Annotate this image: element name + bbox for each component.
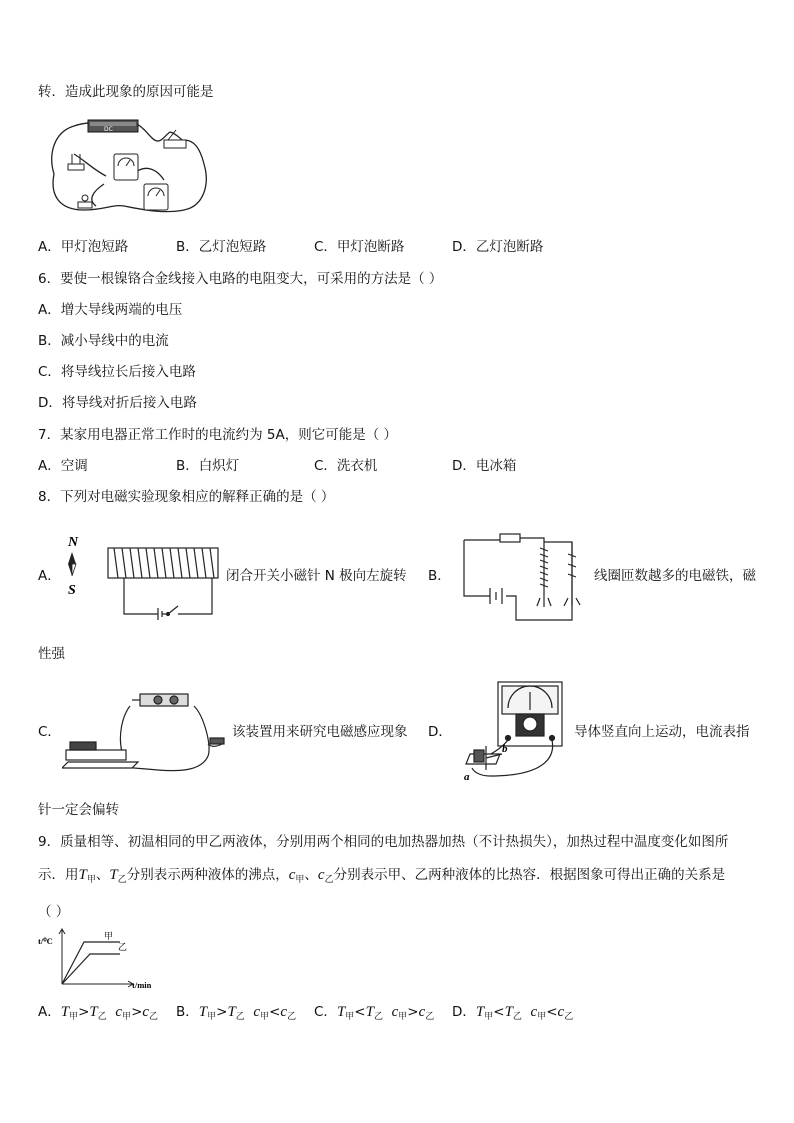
relation-1: > bbox=[78, 1004, 90, 1020]
sub-yi: 乙 bbox=[373, 1012, 383, 1022]
sub-yi: 乙 bbox=[287, 1012, 297, 1022]
sym-c: c bbox=[288, 867, 296, 883]
sub-yi: 乙 bbox=[324, 875, 334, 885]
graph-xlabel: t/min bbox=[132, 980, 152, 990]
q9-text-c: 分别表示两种液体的沸点， bbox=[126, 867, 289, 883]
q9-option-letter: B． bbox=[176, 1004, 199, 1020]
q7-stem: 7．某家用电器正常工作时的电流约为 5A，则它可能是（ ） bbox=[38, 427, 397, 443]
q9-text-e: 分别表示甲、乙两种液体的比热容．根据图象可得出正确的关系是 bbox=[333, 867, 726, 883]
q7-option-b[interactable]: B．白炽灯 bbox=[176, 458, 240, 474]
relation-2: > bbox=[131, 1004, 143, 1020]
q6-option-a[interactable]: A．增大导线两端的电压 bbox=[38, 302, 183, 318]
sym-c: c bbox=[418, 1004, 426, 1020]
graph-label-jia: 甲 bbox=[104, 932, 114, 942]
conductor-b-label: b bbox=[502, 743, 508, 755]
sym-c: c bbox=[530, 1004, 538, 1020]
sym-T: T bbox=[198, 1004, 208, 1020]
relation-1: < bbox=[493, 1004, 505, 1020]
q8-stem: 8．下列对电磁实验现象相应的解释正确的是（ ） bbox=[38, 489, 335, 505]
sub-jia: 甲 bbox=[295, 875, 305, 885]
q8-a-solenoid-figure bbox=[62, 532, 232, 624]
q9-option-letter: A． bbox=[38, 1004, 61, 1020]
q6-option-b[interactable]: B．减小导线中的电流 bbox=[38, 333, 169, 349]
q9-option-b[interactable] bbox=[176, 1003, 296, 1026]
compass-n-label: N bbox=[68, 535, 79, 550]
sub-yi: 乙 bbox=[512, 1012, 522, 1022]
q9-stem-line2 bbox=[38, 866, 725, 889]
relation-1: > bbox=[216, 1004, 228, 1020]
q8-d-galvanometer-figure bbox=[460, 680, 574, 784]
q5-option-a[interactable]: A．甲灯泡短路 bbox=[38, 239, 129, 255]
compass-s-label: S bbox=[68, 583, 76, 598]
q8-option-d-label[interactable]: D． bbox=[428, 724, 452, 740]
sym-T: T bbox=[89, 1004, 98, 1020]
sub-jia: 甲 bbox=[484, 1012, 494, 1022]
q6-option-c[interactable]: C．将导线拉长后接入电路 bbox=[38, 364, 196, 380]
q6-option-d[interactable]: D．将导线对折后接入电路 bbox=[38, 395, 197, 411]
sym-T: T bbox=[60, 1004, 70, 1020]
q8-c-motor-figure bbox=[62, 686, 228, 778]
q5-circuit-figure bbox=[44, 114, 214, 218]
q8-option-c-label[interactable]: C． bbox=[38, 724, 61, 740]
sym-c: c bbox=[115, 1004, 123, 1020]
q6-stem: 6．要使一根镍铬合金线接入电路的电阻变大，可采用的方法是（ ） bbox=[38, 271, 443, 287]
q9-stem-line3: （ ） bbox=[38, 904, 70, 920]
q8-option-a-text: 闭合开关小磁针 N 极向左旋转 bbox=[226, 568, 407, 584]
sym-c: c bbox=[557, 1004, 565, 1020]
q9-temperature-graph bbox=[38, 928, 168, 992]
sub-jia: 甲 bbox=[537, 1012, 547, 1022]
q8-b-electromagnet-figure bbox=[460, 526, 590, 624]
relation-2: < bbox=[269, 1004, 281, 1020]
sub-jia: 甲 bbox=[69, 1012, 79, 1022]
q8-option-b-label[interactable]: B． bbox=[428, 568, 451, 584]
svg-text:DC: DC bbox=[104, 126, 113, 133]
graph-label-yi: 乙 bbox=[118, 943, 128, 953]
q7-option-c[interactable]: C．洗衣机 bbox=[314, 458, 378, 474]
q9-option-letter: C． bbox=[314, 1004, 337, 1020]
sub-jia: 甲 bbox=[345, 1012, 355, 1022]
relation-1: < bbox=[354, 1004, 366, 1020]
sym-c: c bbox=[142, 1004, 150, 1020]
sym-c: c bbox=[253, 1004, 261, 1020]
sub-jia: 甲 bbox=[398, 1012, 408, 1022]
q9-option-a[interactable] bbox=[38, 1003, 158, 1026]
q5-option-c[interactable]: C．甲灯泡断路 bbox=[314, 239, 405, 255]
sub-jia: 甲 bbox=[122, 1012, 132, 1022]
sub-yi: 乙 bbox=[235, 1012, 245, 1022]
q8-option-b-text: 线圈匝数越多的电磁铁，磁 bbox=[594, 568, 756, 584]
sym-c: c bbox=[280, 1004, 288, 1020]
sym-c: c bbox=[391, 1004, 399, 1020]
sub-yi: 乙 bbox=[117, 875, 127, 885]
q9-text-a: 示．用 bbox=[38, 867, 79, 883]
sym-c: c bbox=[317, 867, 325, 883]
sym-T: T bbox=[475, 1004, 485, 1020]
q9-option-c[interactable] bbox=[314, 1003, 434, 1026]
sub-jia: 甲 bbox=[207, 1012, 217, 1022]
conductor-a-label: a bbox=[464, 771, 470, 783]
q5-stem-tail: 转．造成此现象的原因可能是 bbox=[38, 84, 214, 100]
relation-2: < bbox=[546, 1004, 558, 1020]
sub-yi: 乙 bbox=[149, 1012, 159, 1022]
sym-T: T bbox=[227, 1004, 236, 1020]
sub-yi: 乙 bbox=[425, 1012, 435, 1022]
sym-T: T bbox=[336, 1004, 346, 1020]
q8-option-d-text: 导体竖直向上运动，电流表指 bbox=[574, 724, 750, 740]
sub-yi: 乙 bbox=[564, 1012, 574, 1022]
q8-option-c-text: 该装置用来研究电磁感应现象 bbox=[232, 724, 408, 740]
q7-option-d[interactable]: D．电冰箱 bbox=[452, 458, 517, 474]
q8-option-b-text-cont: 性强 bbox=[38, 646, 65, 662]
relation-2: > bbox=[407, 1004, 419, 1020]
q8-option-a-label[interactable]: A． bbox=[38, 568, 61, 584]
q9-text-b: 、 bbox=[95, 867, 110, 883]
sym-T: T bbox=[109, 867, 118, 883]
sub-jia: 甲 bbox=[260, 1012, 270, 1022]
q5-option-b[interactable]: B．乙灯泡短路 bbox=[176, 239, 267, 255]
q8-option-d-text-cont: 针一定会偏转 bbox=[38, 802, 119, 818]
graph-ylabel: t/⁰C bbox=[38, 936, 53, 946]
sub-yi: 乙 bbox=[97, 1012, 107, 1022]
sym-T: T bbox=[504, 1004, 513, 1020]
q9-option-letter: D． bbox=[452, 1004, 476, 1020]
sym-T: T bbox=[78, 867, 87, 883]
q9-text-d: 、 bbox=[304, 867, 318, 883]
q7-option-a[interactable]: A．空调 bbox=[38, 458, 88, 474]
sub-jia: 甲 bbox=[86, 875, 96, 885]
q9-option-d[interactable] bbox=[452, 1003, 573, 1026]
q5-option-d[interactable]: D．乙灯泡断路 bbox=[452, 239, 544, 255]
sym-T: T bbox=[365, 1004, 374, 1020]
q9-stem-line1: 9．质量相等、初温相同的甲乙两液体，分别用两个相同的电加热器加热（不计热损失），加热过程中温度变化如图所 bbox=[38, 834, 729, 850]
